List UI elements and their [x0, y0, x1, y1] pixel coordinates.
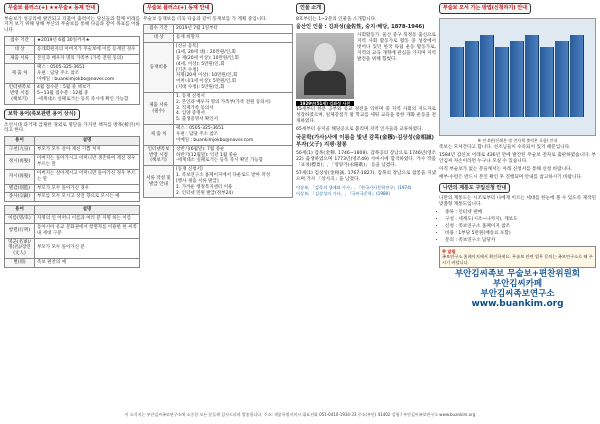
row-value: [동재 신청서] 1. 족보연구소 홈페이지에서 다운로드 받아 작성 [행사 제출 서류 발급] 1. 가까운 행정복지센터 이용 2. 인터넷 민원 발급(정부24) — [174, 166, 293, 198]
table-row — [5, 259, 140, 268]
row-value: 동래회원자의 아버지가 무술보에 이름 등재된 경우 — [35, 46, 140, 55]
table-row — [5, 184, 140, 193]
books-caption: ※ 전 4권(인쇄본 및 전자책 출력본 포함) 안내 — [477, 137, 558, 143]
table-row — [5, 215, 140, 224]
bio-paragraph-2: 15세부터 한문 공부와 유교 경전을 익히며 중 지역 사회의 지도자로 성장하였으며, 일제강점기 말 학교를 세워 교육을 통한 개화 운동을 전개하였다. — [296, 107, 436, 125]
row-label: 제 출 처 — [144, 125, 174, 146]
book-spine — [555, 41, 569, 117]
section-heading-terms: 보학 용어(족보관련 용어 상식) — [4, 109, 80, 120]
table-row — [144, 145, 293, 166]
org-name-2: 부안김씨카페 — [492, 278, 543, 289]
tree-para: 나만의 계통도는 시조로부터 나에게 이르는 세대를 한눈에 볼 수 있도록 제작된 맞춤형 계통도입니다. — [439, 196, 596, 207]
table-row — [144, 25, 293, 34]
table-cell: 항렬(行列) — [5, 223, 35, 238]
list-item: • 구성 : 세계도(시조~나까지), 계보도 — [445, 217, 596, 223]
table-cell: 부모가 모두 돌아가신 분 — [35, 238, 140, 259]
table-row — [5, 37, 140, 46]
column-header: 용어 — [5, 137, 35, 146]
how-para-3: 아직 부술보가 없는 분들께서는 아래 신청서를 통해 신청 바랍니다. — [439, 166, 572, 172]
row-value: 본인과 배우자 명의 가족부 (가족 전원 동의) — [35, 55, 140, 64]
addition-table — [143, 24, 293, 198]
book-spine — [525, 35, 539, 117]
table-cell: 이름(명/호) — [5, 215, 35, 224]
notice-text: 족보연구소 홈페이지에서 확인하세요. 무술보 관련 업무 문의는 족보연구소로 해 주시기 바랍니다. — [442, 254, 593, 265]
row-value: [신규 등록] (3세, 20세 대) : 20만원/인,회 등 재(20세 이상): 10만원/인,회 (4세, 이상): 5만원/인,회 [기존 수정] 자명(20세 이상): 10만원/인,회 어머니(1세 이상): 5만원/인,회 (지대 수정): 5만원/인,회 — [174, 43, 293, 93]
table-cell: 아버지는 돌아가시고 어머니만 생존하여 계신 경우 부르는 말 — [35, 155, 140, 170]
table-cell: 동아시아 유교 문화권에서 항렬자를 이용한 한 씨족 내 세대 구분 — [35, 223, 140, 238]
row-label: 제 출 처 — [5, 63, 35, 84]
row-value: 팩스 : 0505-325-3651 우편 : 담당 주소 참조 이메일 : buankimjokbo@naver.com — [35, 63, 140, 84]
row-value: ★2019년 6월 30일까지★ — [35, 37, 140, 46]
book-spine — [480, 35, 494, 117]
row-label: 등재비용 — [144, 43, 174, 93]
table-cell: 명군(名軍)/명(名)/장인(丈人) — [5, 238, 35, 259]
person-title: 울산인 인물 : 김좌성(金佐性, 숭지·해당, 1878-1946) — [296, 24, 425, 31]
row-label: 인터넷족보 반영 시점 (책보기) — [5, 84, 35, 105]
list-item: • 문의 : 족보연구소 담당자 — [445, 238, 596, 244]
footer-text: 이 소식지는 부안김씨족보연구소에 소중한 모든 분들께 감사드리며 발송합니다. 주소: 세종특별자치시 대표전화 051-0410-1934-33 주소(부안) 41402 김형 / 부안김씨족보연구소 www.buankim.org — [124, 412, 476, 417]
intro-text: 부술보가 성공리에 발간되고 더불어 출력이는 당신들과 함께 미래를 지켜 보기 위해 당해 부산의 무술보를 통해 다음과 같이 목표를 이룹니다. — [4, 16, 140, 34]
how-para-2: 1584년 감신보 이래로 436년 만에 발간된 무술보 전자로 출판하였습니다. 부안김씨 자손이라면 누구나 모실 수 있습니다. — [439, 152, 596, 164]
person-intro: 8호부터는 1~2분의 인물을 소개합니다. — [296, 16, 377, 22]
section-heading-how-to-get: 부술보 모서 가는 방법(신청하기) 안내 — [439, 3, 531, 14]
section-heading-tree: 나만의 계통도 구입신청 안내 — [439, 183, 510, 194]
row-label: 대 상 — [5, 46, 35, 55]
row-value: 등재 희망자 — [174, 34, 293, 43]
table-row — [5, 146, 140, 155]
table-row — [144, 92, 293, 124]
bio-paragraph-3: 65세부터 숭지골 해당공으로 불리며 지역 인사들과 교류하였다. — [296, 127, 424, 133]
row-value: 4월 접수분 : 5월 중 책보기 5~13월 접수분 : 12월 중 -세계대소 실패로거는 등록 즉시에 확인 가능함 — [35, 84, 140, 105]
book-spine — [540, 47, 554, 117]
table-row — [5, 193, 140, 202]
table-cell: 족보 편찬의 예 — [35, 259, 140, 268]
list-item: • 종류 : 인터넷 판매 — [445, 210, 596, 216]
notice-title: ※ 알림 — [442, 248, 456, 254]
table-row — [5, 169, 140, 184]
photo-caption: 1929년(51세) 김좌성 사진 — [296, 101, 354, 106]
terms-table — [4, 136, 140, 202]
table-row — [5, 46, 140, 55]
table-cell: 부모가 모두 살아 계신 기쁨 처지 — [35, 146, 140, 155]
column-header: 용어 — [5, 206, 35, 215]
table-cell: 종사(宗嗣) — [5, 193, 35, 202]
row-label: 대 상 — [144, 34, 174, 43]
body-paragraph-2: 56세(1) 감목(金穆, 1746~1809). 감목공의 장남으로 1746년(영조22) 출생하였으며 1773년(영조49) 사마시에 합격하였다. 가사 작품 「표경(標景)」, 「영양가(永陽歌)」 등을 남겼다. — [296, 151, 436, 169]
book-spine — [510, 41, 524, 117]
table-cell: 정시(再娶) — [5, 155, 35, 170]
row-label: 접수 기간 — [144, 25, 174, 34]
org-name-1: 부안김씨족보 무술보+편찬위원회 — [454, 269, 581, 280]
section-heading-person: 인물 소개 — [296, 3, 325, 14]
row-value: 1. 동재 신청서 2. 본인과 배우자 명의 가족부(가족 전원 동의서) 3. 직계가족 동의서 4. 입양 증명서 5. 출생증명서 확인서 — [174, 92, 293, 124]
table-cell: 별감(別監) — [5, 184, 35, 193]
table-row — [144, 166, 293, 198]
table-row — [5, 63, 140, 84]
terms-intro: 조선시대 과거제 급제한 경외로 명단을 가지런 책자를 방목(榜目)이라고 한다. — [4, 122, 140, 134]
notice-box — [439, 246, 596, 268]
table-cell: 자명의 인 어머니 이름과 여러 분 자명 하는 이름 — [35, 215, 140, 224]
row-label: 인터넷족보 반영 시점 (책보기) — [144, 145, 174, 166]
body-paragraph-3: 57세(1) 김상성(金相誠, 1767-1827). 감목의 장남으로 참봉을 지냈으며 가사 「상사곡」을 남겼다. — [296, 171, 436, 183]
row-value: 2019년 7월 1일부터 — [174, 25, 293, 34]
how-para-4: 배부·수령은 반드시 본인 확인 후 진행되며 안내를 참고하시기 바랍니다. — [439, 174, 583, 180]
addition-intro: 무술보 동재보를 더욱 다음과 같이 동재보를 가 계획 중입니다. — [143, 16, 268, 22]
table-row — [5, 223, 140, 238]
table-cell: 별(別) — [5, 259, 35, 268]
table-cell: 부모를 모두 모시고 상견 향으로 모시는 예 — [35, 193, 140, 202]
book-spine — [495, 47, 509, 117]
table-row — [5, 84, 140, 105]
column-header: 설명 — [35, 206, 140, 215]
row-label: 제출 서류 — [5, 55, 35, 64]
bio-paragraph-1: 사회활동가. 울산 중구 북정동 출신으로 지역 사회 활동가로 활동 중 성장에서 벗어나 있던 한국 독립 운동 활동가로, 지역의 교육 개혁에 관심을 가지며 지역 발전을 위해 힘썼다. — [357, 33, 436, 63]
row-label: 서류 작성 및 발급 안내 — [144, 166, 174, 198]
person-title-2: 국문학(가사)사에 이름을 빛낸 감목(金穆)·김상성(金相誠) 부자(父子) 지평·참봉 — [296, 135, 434, 149]
website-link[interactable]: www.buankim.org — [471, 299, 564, 310]
organization-block — [439, 270, 596, 310]
table-row — [5, 55, 140, 64]
table-row — [5, 238, 140, 259]
list-item: • 신청 : 족보연구소 홈페이지 참조 — [445, 224, 596, 230]
terms-table-2 — [4, 205, 140, 268]
table-cell: 부모가 모두 돌아가신 경우 — [35, 184, 140, 193]
book-spine — [450, 47, 464, 117]
how-para-1: 족보는 모셔간다고 합니다. 선조님들이 수록되어 있기 때문입니다. — [439, 144, 571, 150]
section-heading-plus-addition: 무술보 플러스(+) 동재 안내 — [143, 3, 213, 14]
column-3 — [296, 3, 436, 198]
table-row — [5, 155, 140, 170]
table-row — [144, 125, 293, 146]
tree-list — [445, 210, 596, 244]
table-cell: 아버지는 살아계시고 어머니만 돌아가신 경우 부르는 말 — [35, 169, 140, 184]
row-value: 팩스 : 0505-325-3651 우편 : 담당 주소 참조 이메일 : buankimjokbo@naver.com — [174, 125, 293, 146]
books-photo — [439, 18, 596, 136]
row-label: 제출 서류 (필수) — [144, 92, 174, 124]
column-header: 설명 — [35, 137, 140, 146]
table-cell: 자시(再娶) — [5, 169, 35, 184]
book-spine — [570, 35, 584, 117]
column-1 — [4, 3, 140, 268]
column-4 — [439, 3, 596, 310]
org-name-3: 부안김씨족보연구소 — [480, 288, 555, 299]
list-item: • 비용 : 1부당 5만원(배송료 포함) — [445, 231, 596, 237]
table-row — [144, 34, 293, 43]
row-label: 접수 기간 — [5, 37, 35, 46]
section-heading-plus-registration: 무술보 플러스(+) ★★무술★ 동제 안내 — [4, 3, 99, 14]
row-value: 상반기(6월말): 7월 중순 하반기(12월말): 익년 1월 중순 -세계대소 실패로거는 등록 즉시 확인 가능함 — [174, 145, 293, 166]
portrait-photo — [296, 33, 354, 99]
column-2 — [143, 3, 293, 198]
book-spine — [465, 41, 479, 117]
table-cell: 구천(九泉) — [5, 146, 35, 155]
registration-table — [4, 36, 140, 105]
table-row — [144, 43, 293, 93]
references: 이상보, 「감목의 생애와 가사」, 『한국가사문학연구』(1974) 이상보, 「김상성의 가사」, 『국어국문학』(1980) — [296, 185, 412, 196]
